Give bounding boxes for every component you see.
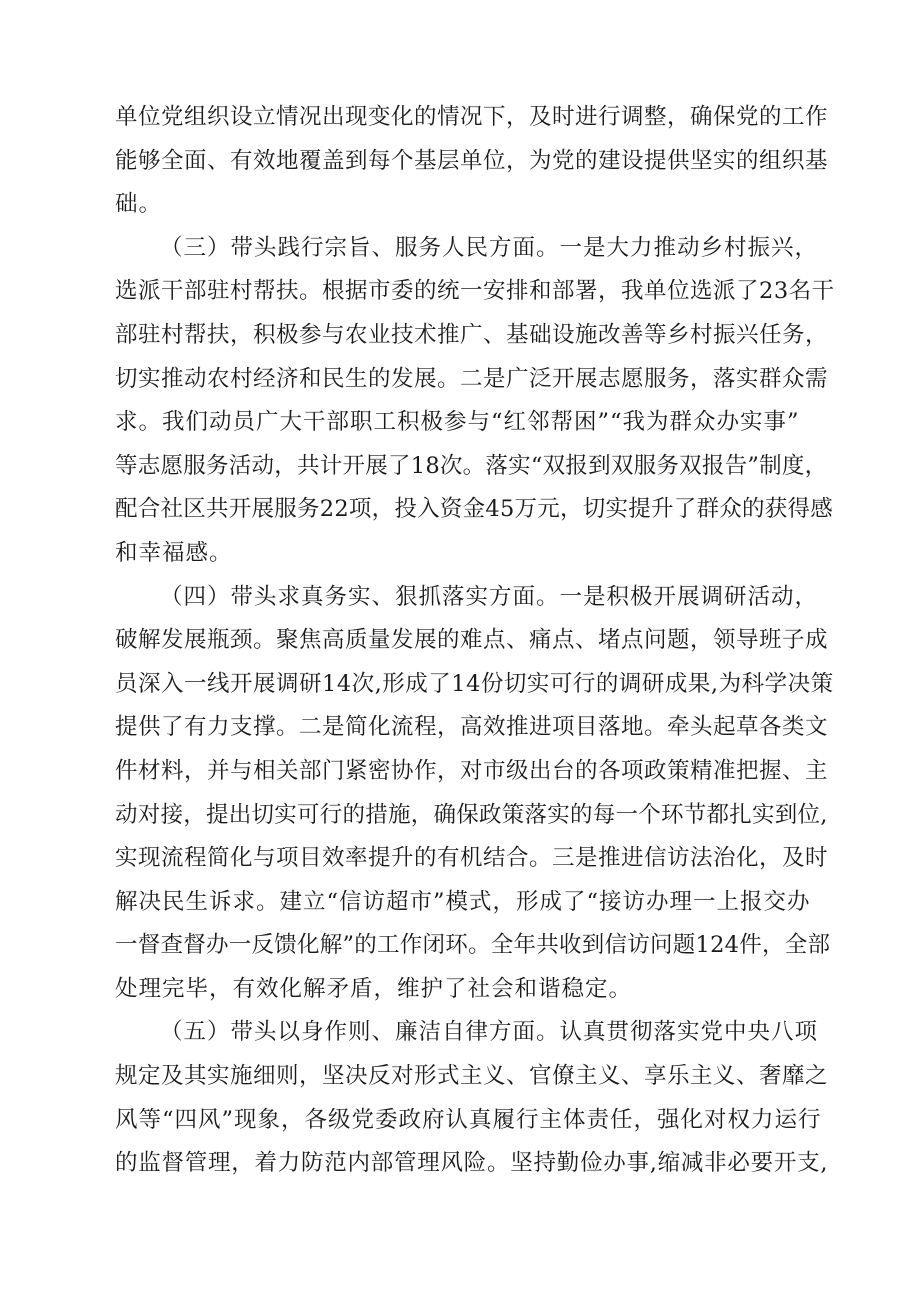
text-line: 能够全面、有效地覆盖到每个基层单位，为党的建设提供坚实的组织基 [115,147,829,174]
text-line: 件材料，并与相关部门紧密协作，对市级出台的各项政策精准把握、主 [115,757,829,784]
text-line: 求。我们动员广大干部职工积极参与“红邻帮困”“我为群众办实事” [115,409,800,436]
text-line: 解决民生诉求。建立“信访超市”模式，形成了“接访办理一上报交办 [115,888,811,915]
text-line: 员深入一线开展调研14次,形成了14份切实可行的调研成果,为科学决策 [115,670,834,697]
text-line: 规定及其实施细则，坚决反对形式主义、官僚主义、享乐主义、奢靡之 [115,1063,829,1090]
text-line: 风等“四风”现象，各级党委政府认真履行主体责任，强化对权力运行 [115,1106,822,1133]
text-line: 部驻村帮扶，积极参与农业技术推广、基础设施改善等乡村振兴任务， [115,321,829,348]
text-line: （四）带头求真务实、狠抓落实方面。一是积极开展调研活动， [160,583,819,610]
text-line: 和幸福感。 [115,539,233,566]
text-line: （三）带头践行宗旨、服务人民方面。一是大力推动乡村振兴， [160,234,819,261]
text-line: 实现流程简化与项目效率提升的有机结合。三是推进信访法治化，及时 [115,845,829,872]
text-line: （五）带头以身作则、廉洁自律方面。认真贯彻落实党中央八项 [160,1019,819,1046]
text-line: 等志愿服务活动，共计开展了18次。落实“双报到双服务双报告”制度， [115,452,828,479]
text-line: 一督查督办一反馈化解”的工作闭环。全年共收到信访问题124件，全部 [115,932,831,959]
document-body [115,96,835,1186]
text-line: 单位党组织设立情况出现变化的情况下，及时进行调整，确保党的工作 [115,104,829,130]
text-line: 选派干部驻村帮扶。根据市委的统一安排和部署，我单位选派了23名干 [115,278,835,305]
text-line: 提供了有力支撑。二是简化流程，高效推进项目落地。牵头起草各类文 [115,714,829,741]
text-line: 的监督管理，着力防范内部管理风险。坚持勤俭办事,缩减非必要开支, [115,1150,829,1177]
text-line: 动对接，提出切实可行的措施，确保政策落实的每一个环节都扎实到位, [115,801,828,828]
text-line: 切实推动农村经济和民生的发展。二是广泛开展志愿服务，落实群众需 [115,365,829,392]
text-line: 配合社区共开展服务22项，投入资金45万元，切实提升了群众的获得感 [115,496,834,523]
text-line: 础。 [115,191,163,218]
text-line: 破解发展瓶颈。聚焦高质量发展的难点、痛点、堵点问题，领导班子成 [115,627,829,654]
text-line: 处理完毕，有效化解矛盾，维护了社会和谐稳定。 [115,975,633,1002]
